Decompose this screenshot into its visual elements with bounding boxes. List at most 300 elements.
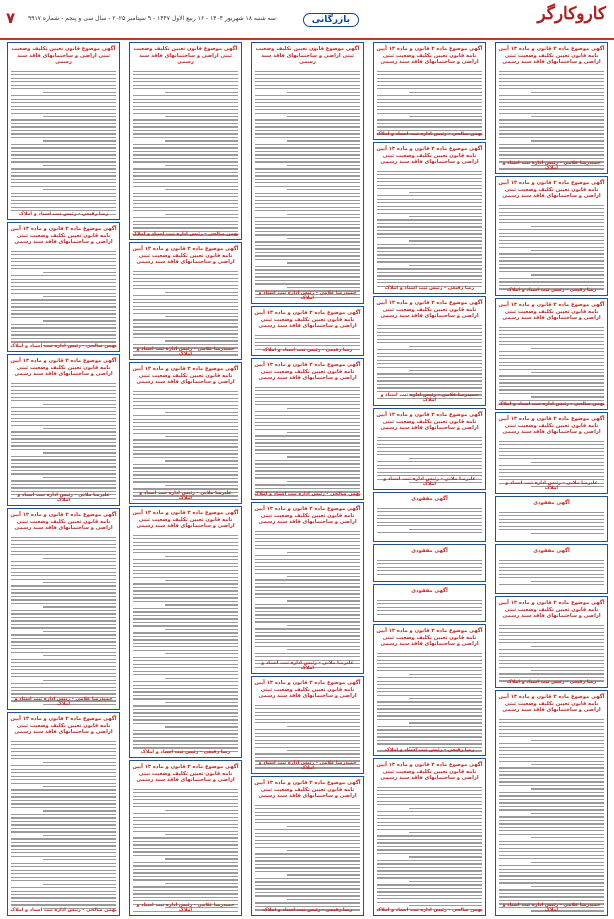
text-line xyxy=(255,88,360,89)
text-line xyxy=(255,335,360,336)
text-line xyxy=(165,140,239,141)
text-line xyxy=(377,230,482,231)
text-line xyxy=(11,828,116,829)
text-line xyxy=(377,244,482,245)
text-line xyxy=(133,737,238,738)
text-line xyxy=(133,695,238,696)
text-line xyxy=(409,370,483,371)
text-line xyxy=(377,740,482,741)
text-line xyxy=(133,109,238,110)
text-line xyxy=(499,330,604,331)
text-line xyxy=(11,158,116,159)
text-line xyxy=(377,701,482,702)
text-line xyxy=(377,174,482,175)
text-line xyxy=(133,712,238,713)
text-line xyxy=(377,691,482,692)
text-line xyxy=(499,816,604,817)
text-line xyxy=(11,168,116,169)
text-line xyxy=(11,442,116,443)
text-line xyxy=(11,411,116,412)
text-line xyxy=(499,660,604,661)
notice-body xyxy=(252,527,363,673)
text-line xyxy=(377,247,482,248)
text-line xyxy=(255,488,360,489)
text-line xyxy=(499,264,604,265)
text-line xyxy=(377,102,482,103)
text-line xyxy=(133,309,238,310)
text-line xyxy=(531,250,605,251)
text-line xyxy=(133,855,238,856)
text-line xyxy=(11,758,116,759)
text-line xyxy=(499,809,604,810)
text-line xyxy=(11,748,116,749)
text-line xyxy=(255,280,360,281)
text-line xyxy=(133,806,238,807)
text-line xyxy=(499,71,604,72)
text-line xyxy=(133,161,238,162)
text-line xyxy=(133,137,238,138)
text-line xyxy=(11,144,116,145)
text-line xyxy=(287,750,361,751)
legal-notice xyxy=(495,496,608,542)
text-line xyxy=(255,583,360,584)
text-line xyxy=(255,590,360,591)
text-line xyxy=(377,254,482,255)
text-line xyxy=(287,600,361,601)
text-line xyxy=(11,327,116,328)
text-line xyxy=(11,466,116,467)
text-line xyxy=(11,279,116,280)
text-line xyxy=(11,645,116,646)
text-line xyxy=(377,199,482,200)
text-line xyxy=(499,267,604,268)
text-line xyxy=(11,652,116,653)
text-line xyxy=(43,786,117,787)
text-line xyxy=(11,207,116,208)
text-line xyxy=(11,324,116,325)
legal-notice xyxy=(129,242,242,360)
text-line xyxy=(43,296,117,297)
text-line xyxy=(499,879,604,880)
text-line xyxy=(377,684,482,685)
text-line xyxy=(11,575,116,576)
text-line xyxy=(499,386,604,387)
text-line xyxy=(499,205,604,206)
text-line xyxy=(377,508,482,509)
text-line xyxy=(287,92,361,93)
notice-body xyxy=(8,67,119,220)
text-line xyxy=(11,579,116,580)
legal-notice xyxy=(251,776,364,916)
text-line xyxy=(133,897,238,898)
text-line xyxy=(11,796,116,797)
notice-body xyxy=(130,67,241,240)
legal-notice xyxy=(373,624,486,756)
text-line xyxy=(377,188,482,189)
text-line xyxy=(11,620,116,621)
text-line xyxy=(377,380,482,381)
text-line xyxy=(133,203,238,204)
text-line xyxy=(255,133,360,134)
text-line xyxy=(377,656,482,657)
text-line xyxy=(287,850,361,851)
text-line xyxy=(377,677,482,678)
text-line xyxy=(255,853,360,854)
text-line xyxy=(377,870,482,871)
notice-body xyxy=(130,785,241,917)
text-line xyxy=(255,255,360,256)
text-line xyxy=(133,636,238,637)
text-line xyxy=(377,237,482,238)
legal-notice xyxy=(373,408,486,490)
text-line xyxy=(255,342,360,343)
text-line xyxy=(255,743,360,744)
text-line xyxy=(11,200,116,201)
text-line xyxy=(11,172,116,173)
text-line xyxy=(11,863,116,864)
text-line xyxy=(165,412,239,413)
text-line xyxy=(133,827,238,828)
text-line xyxy=(255,881,360,882)
text-line xyxy=(409,92,483,93)
text-line xyxy=(11,186,116,187)
text-line xyxy=(377,874,482,875)
text-line xyxy=(133,446,238,447)
text-line xyxy=(165,883,239,884)
text-line xyxy=(133,608,238,609)
notice-body xyxy=(496,67,607,174)
notice-column xyxy=(373,42,486,914)
text-line xyxy=(255,902,360,903)
text-line xyxy=(133,837,238,838)
text-line xyxy=(255,611,360,612)
text-line xyxy=(11,845,116,846)
notice-signature: رضا رفیعی - رئیس ثبت اسناد و املاک xyxy=(140,750,231,755)
notice-title: آگهی موضوع ماده ۳ قانون و ماده ۱۳ آیین نامه قانون تعیین تکلیف وضعیت ثبتی اراضی و ساختمانهای فاقد سند رسمی xyxy=(498,180,605,199)
text-line xyxy=(377,447,482,448)
text-line xyxy=(287,432,361,433)
notice-body xyxy=(374,783,485,915)
text-line xyxy=(11,627,116,628)
text-line xyxy=(11,151,116,152)
text-line xyxy=(377,363,482,364)
notice-signature: رضا رفیعی - رئیس ثبت اسناد و املاک xyxy=(384,286,475,291)
text-line xyxy=(255,597,360,598)
text-line xyxy=(377,342,482,343)
text-line xyxy=(11,480,116,481)
text-line xyxy=(133,168,238,169)
text-line xyxy=(133,824,238,825)
text-line xyxy=(11,317,116,318)
text-line xyxy=(11,147,116,148)
text-line xyxy=(133,820,238,821)
text-line xyxy=(377,272,482,273)
text-line xyxy=(11,133,116,134)
text-line xyxy=(377,332,482,333)
notice-signature: رضا رفیعی - رئیس ثبت اسناد و املاک xyxy=(506,680,597,685)
text-line xyxy=(133,337,238,338)
notice-signature: علیرضا ملایی - رئیس اداره ثبت اسناد و املاک xyxy=(505,481,598,491)
text-line xyxy=(499,393,604,394)
text-line xyxy=(11,589,116,590)
text-line xyxy=(133,106,238,107)
text-line xyxy=(43,680,117,681)
notice-title: آگهی موضوع ماده ۳ قانون و ماده ۱۳ آیین نامه قانون تعیین تکلیف وضعیت ثبتی اراضی و ساختمانهای فاقد سند رسمی xyxy=(376,300,483,319)
legal-notice xyxy=(373,492,486,542)
text-line xyxy=(255,252,360,253)
text-line xyxy=(499,109,604,110)
text-line xyxy=(11,254,116,255)
text-line xyxy=(11,179,116,180)
text-line xyxy=(377,822,482,823)
text-line xyxy=(255,829,360,830)
text-line xyxy=(133,705,238,706)
text-line xyxy=(133,193,238,194)
text-line xyxy=(377,178,482,179)
legal-notice xyxy=(251,502,364,674)
text-line xyxy=(409,216,483,217)
text-line xyxy=(11,610,116,611)
notice-signature: بهمن صالحی - رئیس اداره ثبت اسناد و املاک xyxy=(376,908,483,913)
text-line xyxy=(255,151,360,152)
text-line xyxy=(133,172,238,173)
text-line xyxy=(377,282,482,283)
text-line xyxy=(133,657,238,658)
text-line xyxy=(287,481,361,482)
text-line xyxy=(499,830,604,831)
text-line xyxy=(165,629,239,630)
text-line xyxy=(255,477,360,478)
legal-notice xyxy=(7,712,120,916)
notice-title: آگهی موضوع ماده ۳ قانون و ماده ۱۳ آیین نامه قانون تعیین تکلیف وضعیت ثبتی اراضی و ساختمانهای فاقد سند رسمی xyxy=(498,416,605,435)
text-line xyxy=(133,851,238,852)
text-line xyxy=(133,691,238,692)
text-line xyxy=(409,856,483,857)
text-line xyxy=(133,573,238,574)
text-line xyxy=(377,472,482,473)
text-line xyxy=(377,123,482,124)
text-line xyxy=(11,137,116,138)
text-line xyxy=(11,425,116,426)
text-line xyxy=(165,810,239,811)
text-line xyxy=(133,207,238,208)
text-line xyxy=(133,439,238,440)
text-line xyxy=(133,681,238,682)
text-line xyxy=(531,813,605,814)
text-line xyxy=(499,243,604,244)
text-line xyxy=(531,396,605,397)
text-line xyxy=(165,92,239,93)
text-line xyxy=(377,804,482,805)
text-line xyxy=(11,418,116,419)
text-line xyxy=(133,709,238,710)
text-line xyxy=(377,219,482,220)
notice-body xyxy=(374,67,485,139)
text-line xyxy=(377,835,482,836)
legal-notice xyxy=(251,42,364,304)
text-line xyxy=(11,484,116,485)
text-line xyxy=(255,860,360,861)
text-line xyxy=(11,783,116,784)
legal-notice xyxy=(373,142,486,294)
text-line xyxy=(255,126,360,127)
text-line xyxy=(11,659,116,660)
text-line xyxy=(531,274,605,275)
legal-notice xyxy=(373,42,486,140)
text-line xyxy=(255,484,360,485)
text-line xyxy=(11,109,116,110)
text-line xyxy=(377,863,482,864)
text-line xyxy=(377,275,482,276)
text-line xyxy=(377,251,482,252)
text-line xyxy=(133,685,238,686)
text-line xyxy=(499,635,604,636)
text-line xyxy=(377,787,482,788)
text-line xyxy=(377,888,482,889)
text-line xyxy=(11,196,116,197)
text-line xyxy=(11,99,116,100)
notice-body xyxy=(8,533,119,710)
text-line xyxy=(133,831,238,832)
notice-signature: بهمن صالحی - رئیس اداره ثبت اسناد و املاک xyxy=(376,132,483,137)
text-line xyxy=(499,88,604,89)
notice-body xyxy=(8,247,119,351)
text-line xyxy=(377,85,482,86)
text-line xyxy=(11,852,116,853)
text-line xyxy=(255,401,360,402)
text-line xyxy=(499,451,604,452)
text-line xyxy=(255,719,360,720)
text-line xyxy=(377,829,482,830)
text-line xyxy=(377,468,482,469)
text-line xyxy=(287,576,361,577)
text-line xyxy=(133,457,238,458)
text-line xyxy=(133,796,238,797)
legal-notice xyxy=(373,296,486,406)
text-line xyxy=(499,722,604,723)
text-line xyxy=(43,272,117,273)
dateline: سه شنبه ۱۸ شهریور ۱۴۰۴ - ۱۶ ربیع الاول ۱۴۴۷ - ۹ سپتامبر ۲۰۲۵ - سال سی و پنجم - شماره ۹۹۱۷ xyxy=(28,15,276,22)
text-line xyxy=(11,565,116,566)
text-line xyxy=(11,776,116,777)
text-line xyxy=(255,113,360,114)
text-line xyxy=(255,463,360,464)
text-line xyxy=(11,313,116,314)
text-line xyxy=(11,870,116,871)
text-line xyxy=(133,151,238,152)
text-line xyxy=(11,293,116,294)
text-line xyxy=(377,451,482,452)
text-line xyxy=(133,281,238,282)
text-line xyxy=(11,393,116,394)
text-line xyxy=(499,733,604,734)
text-line xyxy=(499,563,604,564)
text-line xyxy=(133,344,238,345)
text-line xyxy=(133,464,238,465)
text-line xyxy=(133,405,238,406)
text-line xyxy=(133,792,238,793)
text-line xyxy=(499,827,604,828)
text-line xyxy=(377,454,482,455)
text-line xyxy=(133,200,238,201)
text-line xyxy=(133,625,238,626)
text-line xyxy=(11,807,116,808)
text-line xyxy=(11,261,116,262)
text-line xyxy=(377,600,482,601)
text-line xyxy=(499,673,604,674)
text-line xyxy=(11,894,116,895)
text-line xyxy=(287,238,361,239)
text-line xyxy=(409,529,483,530)
text-line xyxy=(377,518,482,519)
text-line xyxy=(377,233,482,234)
text-line xyxy=(409,458,483,459)
text-line xyxy=(11,175,116,176)
text-line xyxy=(133,221,238,222)
text-line xyxy=(499,137,604,138)
text-line xyxy=(43,320,117,321)
text-line xyxy=(43,835,117,836)
text-line xyxy=(255,186,360,187)
text-line xyxy=(255,534,360,535)
text-line xyxy=(11,537,116,538)
text-line xyxy=(377,733,482,734)
text-line xyxy=(377,902,482,903)
text-line xyxy=(409,265,483,266)
text-line xyxy=(499,761,604,762)
text-line xyxy=(499,869,604,870)
text-line xyxy=(377,511,482,512)
text-line xyxy=(133,179,238,180)
text-line xyxy=(11,193,116,194)
text-line xyxy=(43,631,117,632)
notice-title: آگهی موضوع ماده ۳ قانون و ماده ۱۳ آیین نامه قانون تعیین تکلیف وضعیت ثبتی اراضی و ساختمانهای فاقد سند رسمی xyxy=(254,310,361,329)
notice-signature: حمیدرضا غلامی - رئیس اداره ثبت اسناد و املاک xyxy=(14,697,113,707)
text-line xyxy=(11,438,116,439)
text-line xyxy=(255,130,360,131)
text-line xyxy=(133,646,238,647)
text-line xyxy=(499,663,604,664)
text-line xyxy=(255,175,360,176)
text-line xyxy=(499,778,604,779)
text-line xyxy=(377,614,482,615)
text-line xyxy=(499,472,604,473)
text-line xyxy=(255,234,360,235)
text-line xyxy=(133,113,238,114)
notice-signature: حمیدرضا غلامی - رئیس اداره ثبت اسناد و املاک xyxy=(136,347,235,357)
section-badge: بازرگانی xyxy=(303,13,359,27)
text-line xyxy=(377,563,482,564)
text-line xyxy=(133,227,238,228)
text-line xyxy=(499,736,604,737)
text-line xyxy=(11,445,116,446)
text-line xyxy=(377,268,482,269)
text-line xyxy=(255,822,360,823)
text-line xyxy=(11,603,116,604)
text-line xyxy=(11,551,116,552)
notice-title: آگهی موضوع ماده ۳ قانون و ماده ۱۳ آیین نامه قانون تعیین تکلیف وضعیت ثبتی اراضی و ساختمانهای فاقد سند رسمی xyxy=(376,628,483,647)
text-line xyxy=(11,289,116,290)
text-line xyxy=(165,858,239,859)
text-line xyxy=(499,154,604,155)
text-line xyxy=(531,670,605,671)
text-line xyxy=(255,81,360,82)
text-line xyxy=(165,556,239,557)
text-line xyxy=(133,196,238,197)
text-line xyxy=(499,130,604,131)
text-line xyxy=(255,453,360,454)
text-line xyxy=(377,171,482,172)
